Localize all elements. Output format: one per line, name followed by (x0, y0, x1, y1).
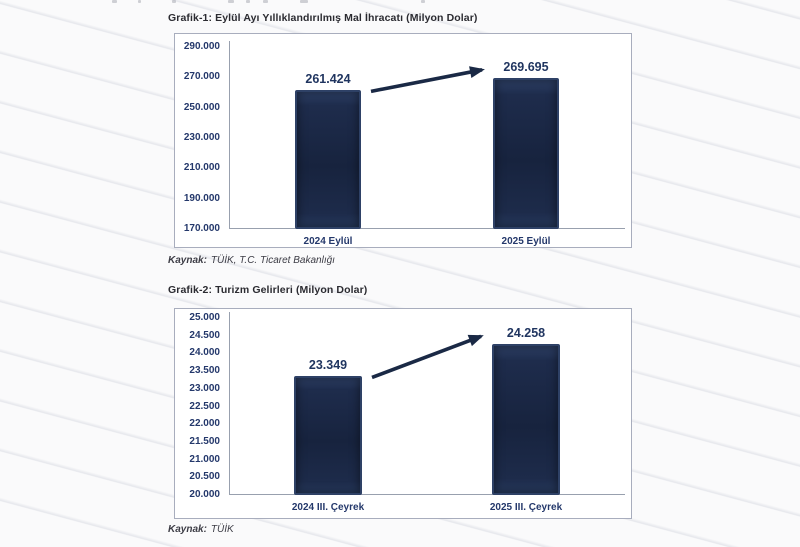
y-axis-tick-label: 20.000 (189, 489, 220, 500)
y-axis-tick-label: 270.000 (183, 71, 220, 83)
bar (492, 344, 560, 495)
x-axis-category-label: 2025 Eylül (501, 236, 551, 247)
bar (295, 90, 361, 229)
chart2-source (168, 524, 234, 535)
y-axis-tick-label: 22.000 (189, 418, 220, 430)
chart1-title: Grafik-1: Eylül Ayı Yıllıklandırılmış Mal İhracatı (Milyon Dolar) (168, 12, 478, 24)
y-axis-tick-label: 25.000 (189, 312, 220, 323)
y-axis-tick-label: 20.500 (189, 471, 220, 483)
y-axis-tick-label: 22.500 (189, 400, 220, 412)
source-prefix: Kaynak: (168, 524, 207, 535)
y-axis-tick-label: 23.500 (189, 365, 220, 377)
chart1-frame (174, 33, 632, 248)
y-axis-tick-label: 210.000 (183, 162, 220, 174)
y-axis-tick-label: 190.000 (183, 192, 220, 204)
bar-value-label: 23.349 (308, 358, 348, 373)
y-axis-tick-label: 250.000 (183, 101, 220, 113)
source-prefix: Kaynak: (168, 255, 207, 266)
bar (294, 376, 362, 495)
chart2-frame (174, 308, 632, 519)
x-axis-category-label: 2024 III. Çeyrek (291, 502, 365, 513)
y-axis-tick-label: 21.000 (189, 453, 220, 465)
bar-value-label: 269.695 (503, 59, 549, 74)
y-axis-tick-label: 21.500 (189, 435, 220, 447)
x-axis-category-label: 2025 III. Çeyrek (489, 502, 563, 513)
source-text: TÜİK (210, 524, 234, 535)
y-axis-tick-label: 230.000 (183, 132, 220, 143)
bar (493, 78, 559, 229)
chart2-title: Grafik-2: Turizm Gelirleri (Milyon Dolar) (168, 284, 368, 296)
y-axis-tick-label: 290.000 (183, 41, 220, 52)
source-text: TÜİK, T.C. Ticaret Bakanlığı (210, 255, 335, 266)
y-axis-tick-label: 24.500 (189, 329, 220, 341)
y-axis-tick-label: 24.000 (189, 347, 220, 359)
x-axis-category-label: 2024 Eylül (303, 236, 353, 247)
y-axis-tick-label: 170.000 (183, 223, 220, 234)
bar-value-label: 261.424 (305, 72, 351, 87)
y-axis-tick-label: 23.000 (189, 382, 220, 394)
chart1-source (168, 255, 335, 266)
bar-value-label: 24.258 (506, 326, 546, 341)
